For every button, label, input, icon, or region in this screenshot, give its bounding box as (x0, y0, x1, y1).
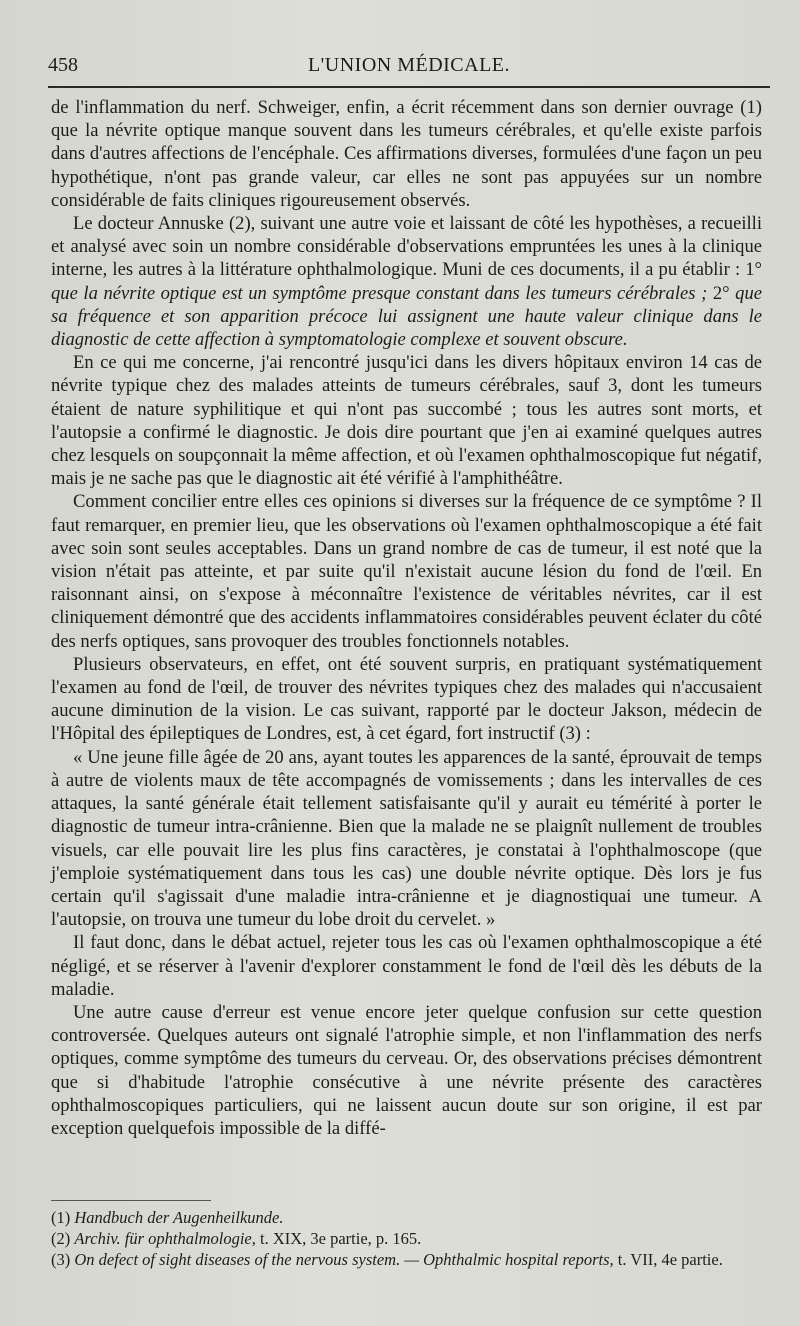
footnote-rule (51, 1200, 211, 1201)
italic-text: On defect of sight diseases of the nervous system. — Ophthalmic hospital reports, (74, 1250, 614, 1269)
paragraph (51, 1001, 762, 1140)
text-run: En ce qui me concerne, j'ai rencontré jusqu'ici dans les divers hôpitaux environ 14 cas de névrite typique chez des malades atteints de tumeurs cérébrales, sauf 3, dont les tumeurs étaient de nature syphilitique et qui n'ont pas succombé ; tous les autres sont morts, et l'autopsie a confirmé le diagnostic. Je dois dire pourtant que j'en ai examiné quelques autres chez lesquels on soupçonnait la même affection, et où l'examen ophthalmoscopique fut négatif, mais je ne sache pas que le diagnostic ait été vérifié à l'amphithéâtre. (51, 352, 762, 490)
paragraph (51, 490, 762, 652)
article-body (51, 96, 762, 1140)
italic-text: que sa fréquence et son apparition précoce lui assignent une haute valeur clinique dans le diagnostic de cette affection à symptomatologie complexe et souvent obscure. (51, 282, 762, 351)
paragraph (51, 931, 762, 1001)
text-run: Plusieurs observateurs, en effet, ont été souvent surpris, en pratiquant systématiquement l'examen au fond de l'œil, de trouver des névrites typiques chez des malades qui n'accusaient aucune diminution de la vision. Le cas suivant, rapporté par le docteur Jakson, médecin de l'Hôpital des épileptiques de Londres, est, à cet égard, fort instructif (3) : (51, 653, 762, 745)
italic-text: Archiv. für ophthalmologie, (74, 1229, 256, 1248)
text-run: 2° (707, 282, 736, 304)
text-run: t. XIX, 3e partie, p. 165. (255, 1229, 422, 1248)
text-run: (3) (51, 1250, 75, 1269)
paragraph (51, 212, 762, 351)
footnote (51, 1228, 762, 1249)
text-run: (2) (51, 1229, 75, 1248)
text-run: (1) (51, 1208, 75, 1227)
footnotes (51, 1207, 762, 1270)
footnote (51, 1207, 762, 1228)
paragraph (51, 96, 762, 212)
paragraph (51, 746, 762, 932)
page-number: 458 (48, 54, 78, 76)
text-run: Une autre cause d'erreur est venue encore jeter quelque confusion sur cette question controversée. Quelques auteurs ont signalé l'atrophie simple, et non l'inflammation des nerfs optiques, comme symptôme des tumeurs du cerveau. Or, des observations précises démontrent que si d'habitude l'atrophie consécutive à une névrite présente des caractères ophthalmoscopiques particuliers, qui ne laissent aucun doute sur son origine, il est par exception quelquefois impossible de la diffé- (51, 1001, 762, 1139)
page-header (48, 50, 770, 80)
text-run: t. VII, 4e partie. (613, 1250, 723, 1269)
italic-text: Handbuch der Augenheilkunde. (74, 1208, 284, 1227)
text-run: Il faut donc, dans le débat actuel, rejeter tous les cas où l'examen ophthalmoscopique a été négligé, et se réserver à l'avenir d'explorer constamment le fond de l'œil dès les débuts de la maladie. (51, 932, 762, 1000)
running-title: L'UNION MÉDICALE. (307, 54, 511, 76)
text-run: de l'inflammation du nerf. Schweiger, enfin, a écrit récemment dans son dernier ouvrage (1) que la névrite optique manque souvent dans les tumeurs cérébrales, et qu'elle existe parfois dans d'autres affections de l'encéphale. Ces affirmations diverses, formulées d'une façon un peu hypothétique, n'ont pas grande valeur, car elles ne sont pas appuyées sur un nombre considérable de faits cliniques rigoureusement observés. (51, 97, 762, 211)
paragraph (51, 653, 762, 746)
paragraph (51, 351, 762, 490)
header-rule (48, 86, 770, 88)
italic-text: que la névrite optique est un symptôme presque constant dans les tumeurs cérébrales ; (51, 282, 708, 304)
text-run: « Une jeune fille âgée de 20 ans, ayant toutes les apparences de la santé, éprouvait de temps à autre de violents maux de tête accompagnés de vomissements ; dans les intervalles de ces attaques, la santé générale était tellement satisfaisante qu'il y aurait eu témérité à porter le diagnostic de tumeur intra-crânienne. Bien que la malade ne se plaignît nullement de troubles visuels, car elle pouvait lire les plus fins caractères, je constatai à l'ophthalmoscope (que j'emploie systématiquement dans tous les cas) une double névrite optique. Dès lors je fus certain qu'il s'agissait d'une maladie intra-crânienne et je diagnostiquai une tumeur. A l'autopsie, on trouva une tumeur du lobe droit du cervelet. » (51, 746, 762, 931)
footnote (51, 1249, 762, 1270)
text-run: Le docteur Annuske (2), suivant une autre voie et laissant de côté les hypothèses, a recueilli et analysé avec soin un nombre considérable d'observations empruntées les unes à la clinique interne, les autres à la littérature ophthalmologique. Muni de ces documents, il a pu établir : 1° (51, 213, 762, 281)
text-run: Comment concilier entre elles ces opinions si diverses sur la fréquence de ce symptôme ? Il faut remarquer, en premier lieu, que les observations où l'examen ophthalmoscopique a été fait avec soin sont seules acceptables. Dans un grand nombre de cas de tumeur, il est noté que la vision n'était pas atteinte, et par suite qu'il n'existait aucune lésion du fond de l'œil. En raisonnant ainsi, on s'expose à méconnaître l'existence de véritables névrites, car il est cliniquement démontré que des accidents inflammatoires considérables peuvent éclater du côté des nerfs optiques, sans provoquer des troubles fonctionnels notables. (51, 491, 762, 652)
